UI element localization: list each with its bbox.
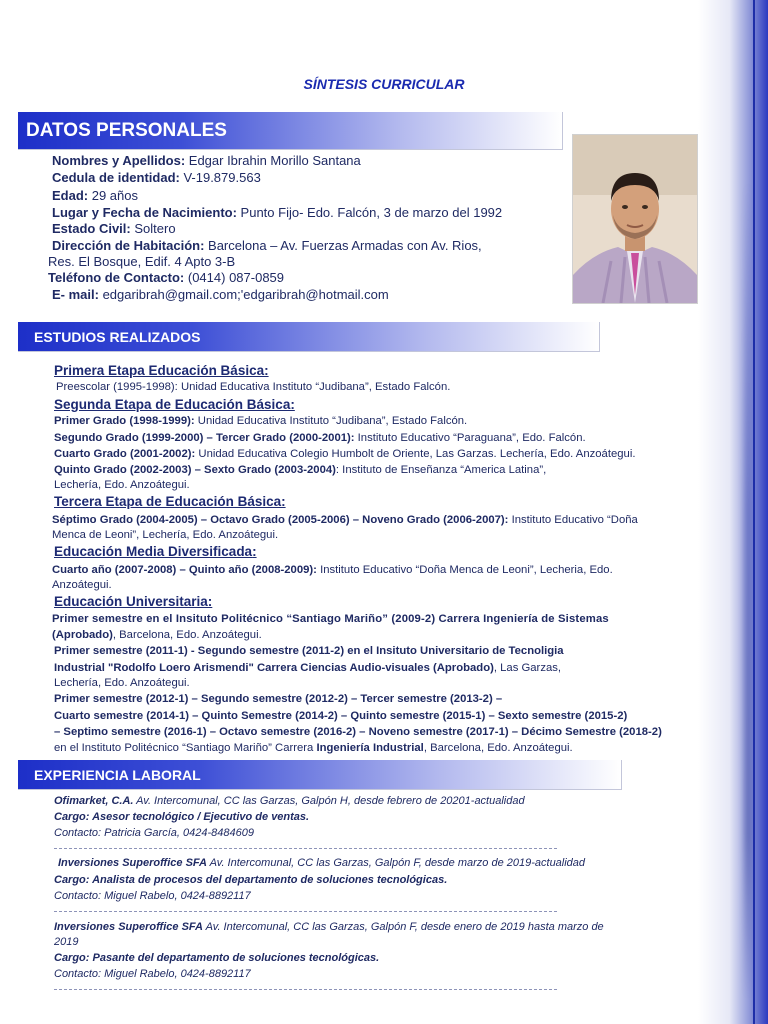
studies-heading: ESTUDIOS REALIZADOS — [18, 322, 600, 352]
name-line: Nombres y Apellidos: Edgar Ibrahin Morillo Santana — [52, 153, 361, 168]
email-line: E- mail: edgaribrah@gmail.com;'edgaribrah@hotmail.com — [52, 287, 389, 302]
experience-2-role: Cargo: Analista de procesos del departamento de soluciones tecnológicas. — [54, 874, 448, 886]
university-line-2: (Aprobado), Barcelona, Edo. Anzoátegui. — [52, 629, 262, 641]
experience-2-company: Inversiones Superoffice SFA Av. Intercomunal, CC las Garzas, Galpón F, desde marzo de 2019-actualidad — [58, 857, 586, 869]
side-streak-decoration — [744, 180, 752, 1000]
experience-heading: EXPERIENCIA LABORAL — [18, 760, 622, 790]
experience-divider-3 — [54, 989, 557, 990]
second-stage-line-3: Cuarto Grado (2001-2002): Unidad Educativa Colegio Humbolt de Oriente, Las Garzas. Lechería, Edo. Anzoátegui. — [54, 448, 636, 460]
side-decoration — [698, 0, 768, 1024]
primary-stage-title: Primera Etapa Educación Básica: — [54, 363, 269, 378]
experience-divider-1 — [54, 848, 557, 849]
second-stage-line-5: Lechería, Edo. Anzoátegui. — [54, 479, 190, 491]
second-stage-line-4: Quinto Grado (2002-2003) – Sexto Grado (2003-2004): Instituto de Enseñanza “America Latina”, — [54, 464, 547, 476]
experience-3-company-line-2: 2019 — [54, 936, 79, 948]
university-line-5: Lechería, Edo. Anzoátegui. — [54, 677, 190, 689]
diversified-title: Educación Media Diversificada: — [54, 544, 257, 559]
phone-line: Teléfono de Contacto: (0414) 087-0859 — [48, 270, 285, 285]
portrait-illustration — [573, 135, 697, 303]
second-stage-title: Segunda Etapa de Educación Básica: — [54, 397, 295, 412]
experience-1-company: Ofimarket, C.A. Av. Intercomunal, CC las Garzas, Galpón H, desde febrero de 20201-actualidad — [54, 795, 525, 807]
profile-photo — [572, 134, 698, 304]
third-stage-line-1: Séptimo Grado (2004-2005) – Octavo Grado (2005-2006) – Noveno Grado (2006-2007): Instituto Educativo “Doña — [52, 514, 638, 526]
address-line-2: Res. El Bosque, Edif. 4 Apto 3-B — [48, 254, 236, 269]
university-line-7: Cuarto semestre (2014-1) – Quinto Semestre (2014-2) – Quinto semestre (2015-1) – Sexto semestre (2015-2) — [54, 710, 628, 722]
experience-divider-2 — [54, 911, 557, 912]
diversified-line-1: Cuarto año (2007-2008) – Quinto año (2008-2009): Instituto Educativo “Doña Menca de Leoni”, Lecheria, Edo. — [52, 564, 613, 576]
third-stage-line-2: Menca de Leoni”, Lechería, Edo. Anzoátegui. — [52, 529, 279, 541]
third-stage-title: Tercera Etapa de Educación Básica: — [54, 494, 286, 509]
university-line-3: Primer semestre (2011-1) - Segundo semestre (2011-2) en el Insituto Universitario de Tecnoligia — [54, 645, 564, 657]
second-stage-line-1: Primer Grado (1998-1999): Unidad Educativa Instituto “Judibana”, Estado Falcón. — [54, 415, 468, 427]
id-line: Cedula de identidad: V-19.879.563 — [52, 170, 261, 185]
civil-status-line: Estado Civil: Soltero — [52, 221, 176, 236]
experience-3-company: Inversiones Superoffice SFA Av. Intercomunal, CC las Garzas, Galpón F, desde enero de 2019 hasta marzo de — [54, 921, 604, 933]
university-line-8: – Septimo semestre (2016-1) – Octavo semestre (2016-2) – Noveno semestre (2017-1) – Décimo Semestre (2018-2) — [54, 726, 662, 738]
diversified-line-2: Anzoátegui. — [52, 579, 112, 591]
birth-line: Lugar y Fecha de Nacimiento: Punto Fijo- Edo. Falcón, 3 de marzo del 1992 — [52, 205, 503, 220]
experience-3-contact: Contacto: Miguel Rabelo, 0424-8892117 — [54, 968, 251, 980]
experience-3-role: Cargo: Pasante del departamento de soluciones tecnológicas. — [54, 952, 380, 964]
experience-1-role: Cargo: Asesor tecnológico / Ejecutivo de ventas. — [54, 811, 310, 823]
age-line: Edad: 29 años — [52, 188, 138, 203]
address-line: Dirección de Habitación: Barcelona – Av. Fuerzas Armadas con Av. Rios, — [52, 238, 482, 253]
document-title: SÍNTESIS CURRICULAR — [303, 76, 465, 92]
personal-data-heading: DATOS PERSONALES — [18, 112, 563, 150]
experience-1-contact: Contacto: Patricia García, 0424-8484609 — [54, 827, 254, 839]
university-line-1: Primer semestre en el Insituto Politécnico “Santiago Mariño” (2009-2) Carrera Ingeniería de Sistemas — [52, 613, 609, 625]
right-border-line — [753, 0, 755, 1024]
university-title: Educación Universitaria: — [54, 594, 213, 609]
university-line-6: Primer semestre (2012-1) – Segundo semestre (2012-2) – Tercer semestre (2013-2) – — [54, 693, 503, 705]
second-stage-line-2: Segundo Grado (1999-2000) – Tercer Grado (2000-2001): Instituto Educativo “Paraguana”, Edo. Falcón. — [54, 432, 586, 444]
university-line-4: Industrial "Rodolfo Loero Arismendi" Carrera Ciencias Audio-visuales (Aprobado), Las Garzas, — [54, 662, 562, 674]
experience-2-contact: Contacto: Miguel Rabelo, 0424-8892117 — [54, 890, 251, 902]
preschool-line: Preescolar (1995-1998): Unidad Educativa Instituto “Judibana”, Estado Falcón. — [56, 381, 451, 393]
university-line-9: en el Instituto Politécnico “Santiago Mariño” Carrera Ingeniería Industrial, Barcelona, Edo. Anzoátegui. — [54, 742, 573, 754]
